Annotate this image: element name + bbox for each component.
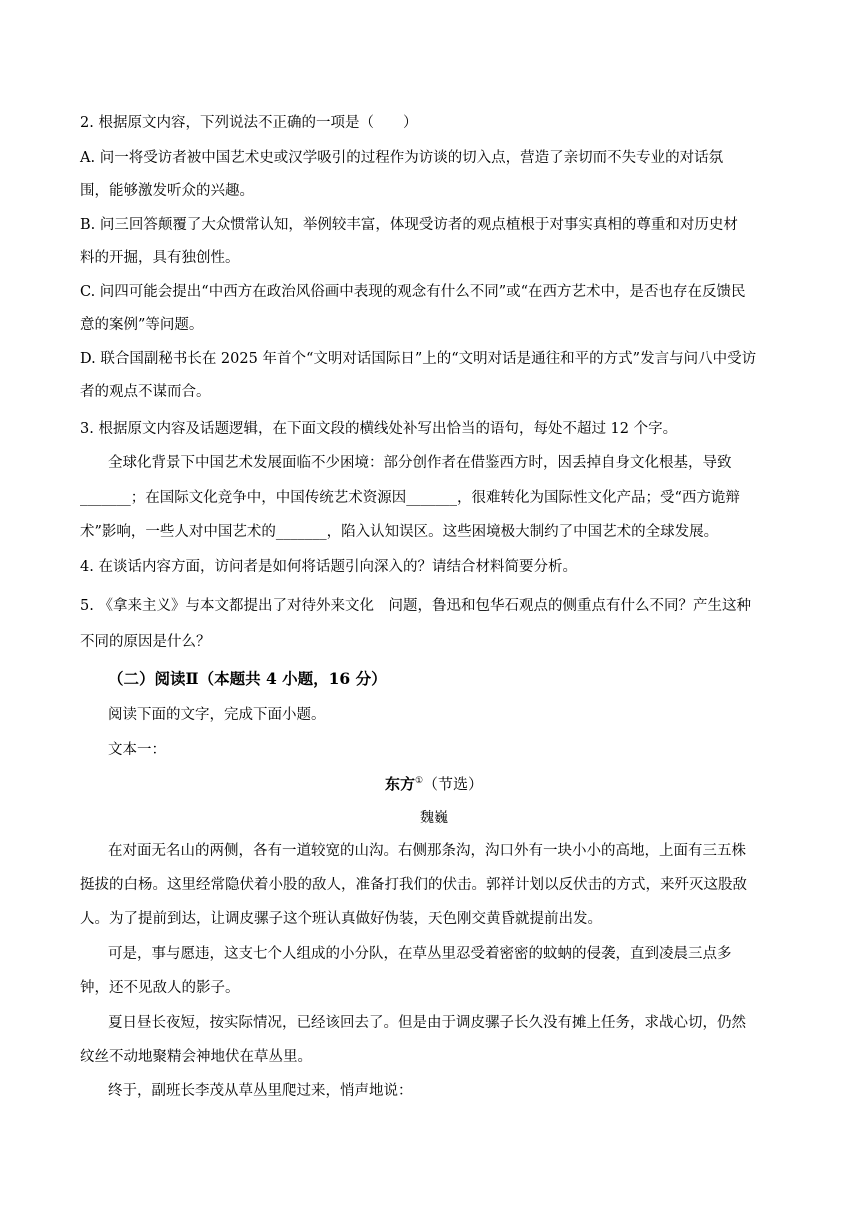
question-3-stem: 3. 根据原文内容及话题逻辑，在下面文段的横线处补写出恰当的语句，每处不超过 12 个字。 [80, 421, 678, 437]
section-instruction: 阅读下面的文字，完成下面小题。 [108, 707, 326, 723]
passage-title [0, 774, 868, 794]
question-2-option-a: A. 问一将受访者被中国艺术史或汉学吸引的过程作为访谈的切入点，营造了亲切而不失专业的对话氛 [80, 150, 724, 166]
passage-line: 在对面无名山的两侧，各有一道较宽的山沟。右侧那条沟，沟口外有一块小小的高地，上面有三五株 [108, 843, 746, 859]
question-5-stem-cont: 不同的原因是什么？ [80, 634, 211, 650]
passage-author: 魏巍 [420, 810, 448, 826]
question-2-option-b-cont: 料的开掘，具有独创性。 [80, 250, 240, 266]
passage-title-main: 东方 [384, 775, 415, 793]
footnote-marker: ① [414, 776, 424, 786]
question-5-stem: 5. 《拿来主义》与本文都提出了对待外来文化 问题，鲁迅和包华石观点的侧重点有什么不同？产生这种 [80, 598, 751, 614]
passage-line: 终于，副班长李茂从草丛里爬过来，悄声地说： [108, 1083, 413, 1099]
section-heading: （二）阅读Ⅱ（本题共 4 小题，16 分） [108, 669, 387, 688]
question-2-option-d-cont: 者的观点不谋而合。 [80, 384, 211, 400]
question-4-stem: 4. 在谈话内容方面，访问者是如何将话题引向深入的？请结合材料简要分析。 [80, 559, 577, 575]
question-2-option-b: B. 问三回答颠覆了大众惯常认知，举例较丰富，体现受访者的观点植根于对事实真相的尊重和对历史材 [80, 217, 738, 233]
question-3-passage-line: 术”影响，一些人对中国艺术的_______，陷入认知误区。这些困境极大制约了中国艺术的全球发展。 [80, 524, 719, 540]
question-2-stem: 2. 根据原文内容，下列说法不正确的一项是（ ） [80, 115, 418, 131]
passage-line: 夏日昼长夜短，按实际情况，已经该回去了。但是由于调皮骡子长久没有摊上任务，求战心切，仍然 [108, 1015, 746, 1031]
question-2-option-d: D. 联合国副秘书长在 2025 年首个“文明对话国际日”上的“文明对话是通往和平的方式”发言与问八中受访 [80, 351, 757, 367]
passage-line: 钟，还不见敌人的影子。 [80, 980, 240, 996]
passage-line: 人。为了提前到达，让调皮骡子这个班认真做好伪装，天色刚交黄昏就提前出发。 [80, 911, 602, 927]
text-label: 文本一： [108, 742, 166, 758]
passage-line: 纹丝不动地聚精会神地伏在草丛里。 [80, 1049, 312, 1065]
question-2-option-c: C. 问四可能会提出“中西方在政治风俗画中表现的观念有什么不同”或“在西方艺术中，是否也存在反馈民 [80, 284, 746, 300]
question-3-passage-line: 全球化背景下中国艺术发展面临不少困境：部分创作者在借鉴西方时，因丢掉自身文化根基，导致 [108, 455, 732, 471]
passage-line: 挺拔的白杨。这里经常隐伏着小股的敌人，准备打我们的伏击。郭祥计划以反伏击的方式，来歼灭这股敌 [80, 877, 747, 893]
passage-line: 可是，事与愿违，这支七个人组成的小分队，在草丛里忍受着密密的蚊蚋的侵袭，直到凌晨三点多 [108, 946, 732, 962]
passage-title-suffix: （节选） [423, 775, 484, 793]
question-2-option-a-cont: 围，能够激发听众的兴趣。 [80, 183, 254, 199]
question-2-option-c-cont: 意的案例”等问题。 [80, 317, 204, 333]
question-3-passage-line: _______；在国际文化竞争中，中国传统艺术资源因_______，很难转化为国际性文化产品；受“西方诡辩 [80, 490, 740, 506]
